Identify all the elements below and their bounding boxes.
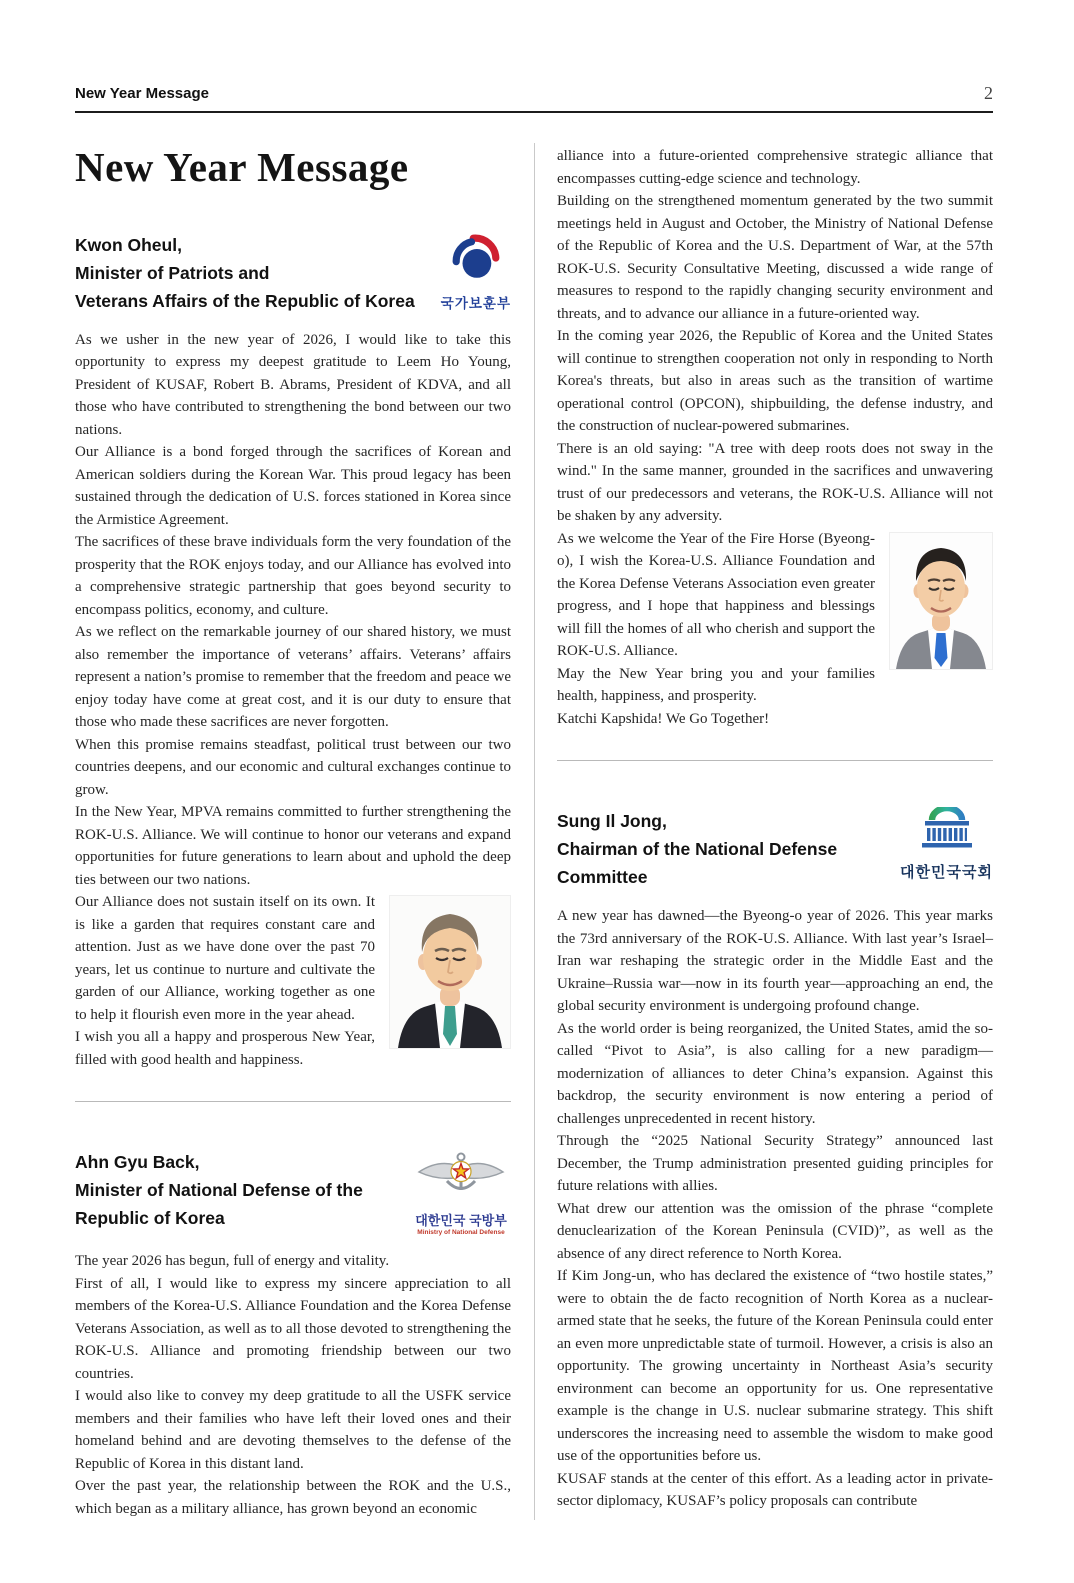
paragraph: There is an old saying: "A tree with deep roots does not sway in the wind." In the same manner, grounded in the sacrifices and unwavering trust of our predecessors and veterans, the ROK-U.S. Alliance will not be shaken by any adversity. <box>557 440 993 524</box>
mnd-emblem-icon <box>411 1191 511 1208</box>
mpva-logo-caption: 국가보훈부 <box>440 295 511 311</box>
paragraph: If Kim Jong-un, who has declared the existence of “two hostile states,” were to obtain the de facto recognition of North Korea as a nuclear-armed state that he seeks, the future of the Korean Peninsula could enter an even more unpredictable state of turmoil. However, a crisis is also an opportunity. The growing uncertainty in Northeast Asia’s security environment can become an opportunity for us. One representative example is the change in U.S. nuclear submarine strategy. This shift underscores the increasing need to assemble the wisdom to make good use of the opportunities before us. <box>557 1268 993 1464</box>
left-column <box>75 143 511 1520</box>
page-number: 2 <box>984 83 993 103</box>
paragraph: The sacrifices of these brave individuals form the very foundation of the prosperity that the ROK enjoys today, and our Alliance has evolved into a comprehensive strategic partnership that goes beyond security to encompass politics, economy, and culture. <box>75 534 511 618</box>
author-name: Sung Il Jong, <box>557 811 667 831</box>
paragraph: KUSAF stands at the center of this effort. As a leading actor in private-sector diplomacy, KUSAF’s policy proposals can contribute <box>557 1470 993 1509</box>
paragraph: As we welcome the Year of the Fire Horse (Byeong-o), I wish the Korea-U.S. Alliance Foundation and the Korea Defense Veterans Association even greater progress, and I hope that happiness and blessings will fill the homes of all who cherish and support the ROK-U.S. Alliance. <box>557 530 875 659</box>
paragraph: As we usher in the new year of 2026, I would like to take this opportunity to express my deepest gratitude to Leem Ho Young, President of KUSAF, Robert B. Abrams, President of KDVA, and all those who have contributed to strengthening the bond between our two nations. <box>75 331 511 438</box>
paragraph: Katchi Kapshida! We Go Together! <box>557 710 770 727</box>
page-title: New Year Message <box>75 144 409 190</box>
paragraph: The year 2026 has begun, full of energy and vitality. <box>75 1253 390 1270</box>
author-heading <box>75 231 415 315</box>
column-rule <box>534 143 535 1520</box>
author-title-line: Minister of Patriots and <box>75 262 270 283</box>
assembly-building-icon <box>904 842 990 859</box>
author-heading <box>557 807 892 891</box>
running-head: New Year Message <box>75 85 209 102</box>
paragraph: In the New Year, MPVA remains committed to further strengthening the ROK-U.S. Alliance. We will continue to honor our veterans and expand opportunities for future generations to learn about and uphold the deep ties between our two nations. <box>75 804 511 888</box>
author-title-line: Republic of Korea <box>75 1208 225 1229</box>
paragraph: alliance into a future-oriented comprehensive strategic alliance that encompasses cutting-edge science and technology. <box>557 148 993 187</box>
assembly-logo-caption: 대한민국국회 <box>900 864 993 881</box>
portrait-photo-kwon-oheul <box>389 895 511 1049</box>
paragraph: May the New Year bring you and your families health, happiness, and prosperity. <box>557 665 875 704</box>
mnd-logo-subcaption: Ministry of National Defense <box>417 1229 505 1237</box>
message-body-ahn-gyu-back-continued <box>557 145 993 730</box>
mpva-logo <box>441 231 511 312</box>
author-name: Kwon Oheul, <box>75 234 182 255</box>
message-body-sung-il-jong <box>557 905 993 1513</box>
paragraph: I would also like to convey my deep gratitude to all the USFK service members and their families who have left their loved ones and their homeland behind and are devoting themselves to the defense of the Republic of Korea in this distant land. <box>75 1388 511 1472</box>
author-name: Ahn Gyu Back, <box>75 1152 200 1173</box>
author-title-line: Minister of National Defense of the <box>75 1180 363 1201</box>
paragraph: As we reflect on the remarkable journey of our shared history, we must also remember the importance of veterans’ affairs. Veterans’ affairs represent a nation’s promise to remember that the freedom and peace we enjoy today have come at great cost, and it is our duty to ensure that those who made these sacrifices are never forgotten. <box>75 624 511 731</box>
portrait-photo-ahn-gyu-back <box>889 532 993 670</box>
paragraph: Our Alliance is a bond forged through the sacrifices of Korean and American soldiers during the Korean War. This proud legacy has been sustained through the dedication of U.S. forces stationed in Korea since the Armistice Agreement. <box>75 444 511 528</box>
author-block-kwon-oheul <box>75 231 511 315</box>
paragraph: What drew our attention was the omission of the phrase “complete denuclearization of the Korean Peninsula (CVID)”, as well as the absence of any direct reference to North Korea. <box>557 1200 993 1262</box>
page-header <box>75 84 993 113</box>
paragraph: Over the past year, the relationship between the ROK and the U.S., which began as a military alliance, has grown beyond an economic <box>75 1478 511 1517</box>
author-title-line: Veterans Affairs of the Republic of Korea <box>75 290 415 311</box>
paragraph: A new year has dawned—the Byeong-o year of 2026. This year marks the 73rd anniversary of the ROK-U.S. Alliance. With last year’s Israel–Iran war reshaping the strategic order in the Middle East and the Ukraine–Russia war—now in its fourth year—approaching an end, the global security environment is undergoing profound change. <box>557 908 993 1014</box>
author-heading <box>75 1148 363 1232</box>
author-block-sung-il-jong <box>557 807 993 891</box>
column-gap <box>511 143 557 1520</box>
author-block-ahn-gyu-back <box>75 1148 511 1236</box>
two-column-layout <box>75 143 993 1520</box>
paragraph: First of all, I would like to express my sincere appreciation to all members of the Korea-U.S. Alliance Foundation and the Korea Defense Veterans Association, as well as to all those devoted to strengthening the ROK-U.S. Alliance and promoting friendship between our two countries. <box>75 1275 511 1382</box>
paragraph: I wish you all a happy and prosperous New Year, filled with good health and happiness. <box>75 1029 375 1068</box>
mnd-logo <box>411 1148 511 1236</box>
paragraph: Through the “2025 National Security Strategy” announced last December, the Trump administration presented guiding principles for future relations with allies. <box>557 1133 993 1194</box>
paragraph: Our Alliance does not sustain itself on its own. It is like a garden that requires constant care and attention. Just as we have done over the past 70 years, let us continue to nurture and cultivate the garden of our Alliance, working together as one to help it flourish even more in the year ahead. <box>75 894 375 1023</box>
paragraph: Building on the strengthened momentum generated by the two summit meetings held in August and October, the Ministry of National Defense of the Republic of Korea and the U.S. Department of War, at the 57th ROK-U.S. Security Consultative Meeting, discussed a wide range of measures to respond to the rapidly changing security environment and threats, and to advance our alliance in a future-oriented way. <box>557 193 993 322</box>
section-divider <box>557 760 993 761</box>
mnd-logo-caption: 대한민국 국방부 <box>415 1213 507 1229</box>
national-assembly-logo <box>900 807 993 882</box>
section-divider <box>75 1101 511 1102</box>
paragraph: In the coming year 2026, the Republic of Korea and the United States will continue to strengthen cooperation not only in responding to North Korea's threats, but also in areas such as the transition of wartime operational control (OPCON), shipbuilding, the defense industry, and the construction of nuclear-powered submarines. <box>557 328 993 434</box>
paragraph: When this promise remains steadfast, political trust between our two countries deepens, and our economic and cultural exchanges continue to grow. <box>75 736 511 798</box>
paragraph: As the world order is being reorganized, the United States, amid the so-called “Pivot to Asia”, is also calling for a new paradigm—modernization of alliances to deter China’s expansion. Against this backdrop, the security environment is now entering a period of challenges unprecedented in recent history. <box>557 1020 993 1127</box>
message-body-ahn-gyu-back <box>75 1250 511 1520</box>
right-column <box>557 143 993 1520</box>
mpva-taegeuk-icon <box>449 272 503 289</box>
author-title-line: Chairman of the National Defense Committee <box>557 839 838 887</box>
message-body-kwon-oheul <box>75 329 511 1072</box>
